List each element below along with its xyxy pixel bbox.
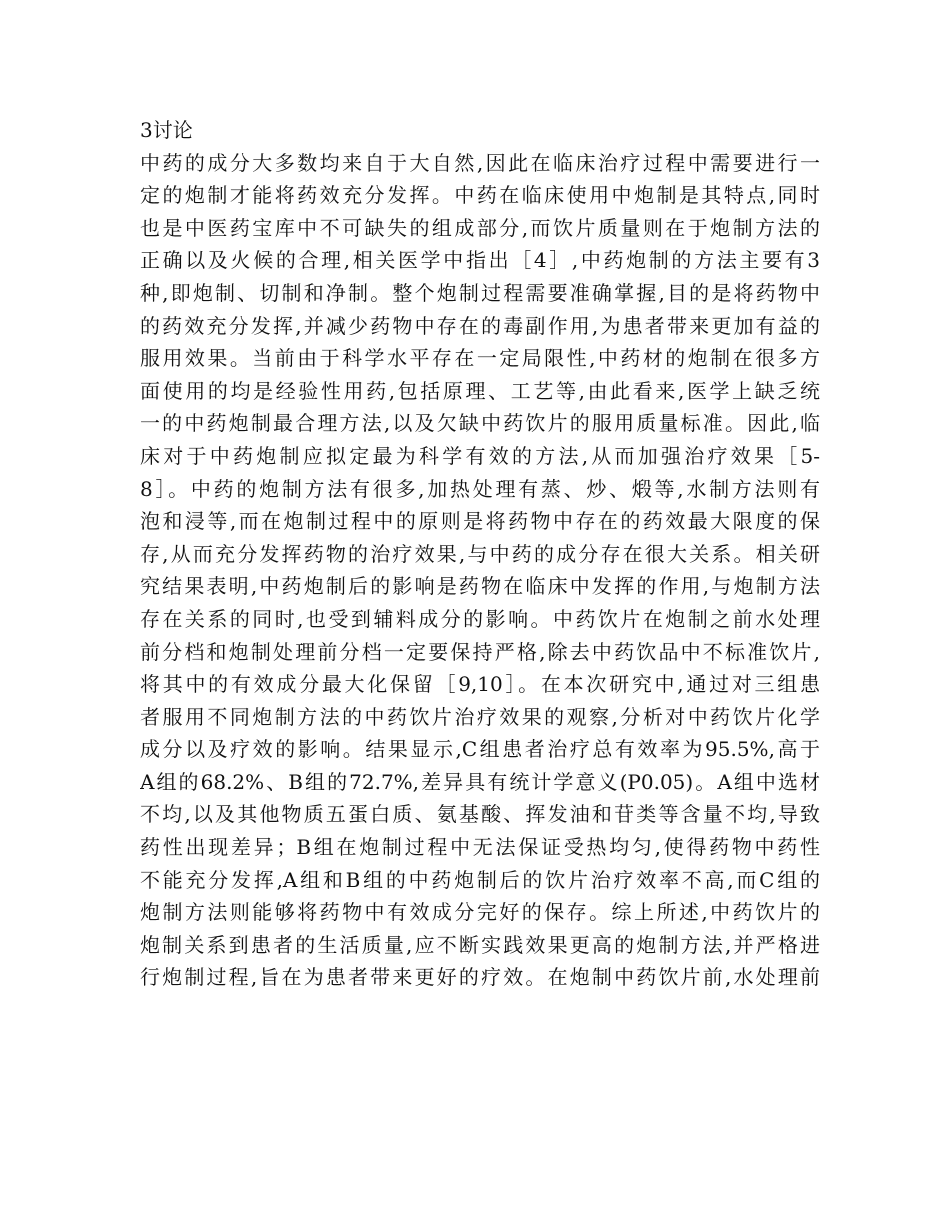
paragraph-line: 定的炮制才能将药效充分发挥。中药在临床使用中炮制是其特点,同时 (140, 183, 820, 208)
body-paragraph (140, 147, 820, 994)
paragraph-line: 泡和浸等,而在炮制过程中的原则是将药物中存在的药效最大限度的保 (140, 509, 820, 534)
paragraph-line: 炮制关系到患者的生活质量,应不断实践效果更高的炮制方法,并严格进 (140, 932, 820, 957)
paragraph-line: 者服用不同炮制方法的中药饮片治疗效果的观察,分析对中药饮片化学 (140, 704, 820, 729)
paragraph-line: 种,即炮制、切制和净制。整个炮制过程需要准确掌握,目的是将药物中 (140, 280, 820, 305)
paragraph-line: 面使用的均是经验性用药,包括原理、工艺等,由此看来,医学上缺乏统 (140, 378, 820, 403)
paragraph-line: 将其中的有效成分最大化保留［9,10］。在本次研究中,通过对三组患 (140, 672, 820, 697)
paragraph-line: 床对于中药炮制应拟定最为科学有效的方法,从而加强治疗效果［5- (140, 443, 820, 468)
paragraph-line: 成分以及疗效的影响。结果显示,C组患者治疗总有效率为95.5%,高于 (140, 737, 820, 762)
paragraph-line: 正确以及火候的合理,相关医学中指出［4］,中药炮制的方法主要有3 (140, 248, 820, 273)
paragraph-line: 一的中药炮制最合理方法,以及欠缺中药饮片的服用质量标准。因此,临 (140, 411, 820, 436)
paragraph-line: 炮制方法则能够将药物中有效成分完好的保存。综上所述,中药饮片的 (140, 900, 820, 925)
paragraph-line: 前分档和炮制处理前分档一定要保持严格,除去中药饮品中不标准饮片, (140, 639, 820, 664)
paragraph-line: 存,从而充分发挥药物的治疗效果,与中药的成分存在很大关系。相关研 (140, 541, 820, 566)
paragraph-line: 也是中医药宝库中不可缺失的组成部分,而饮片质量则在于炮制方法的 (140, 215, 820, 240)
discussion-section (140, 114, 820, 994)
paragraph-line: 行炮制过程,旨在为患者带来更好的疗效。在炮制中药饮片前,水处理前 (140, 965, 820, 990)
section-heading: 3讨论 (140, 118, 193, 142)
paragraph-line: 的药效充分发挥,并减少药物中存在的毒副作用,为患者带来更加有益的 (140, 313, 820, 338)
paragraph-line: 究结果表明,中药炮制后的影响是药物在临床中发挥的作用,与炮制方法 (140, 574, 820, 599)
paragraph-line: 服用效果。当前由于科学水平存在一定局限性,中药材的炮制在很多方 (140, 346, 820, 371)
paragraph-line: 存在关系的同时,也受到辅料成分的影响。中药饮片在炮制之前水处理 (140, 606, 820, 631)
paragraph-line: 不均,以及其他物质五蛋白质、氨基酸、挥发油和苷类等含量不均,导致 (140, 802, 820, 827)
paragraph-line: A组的68.2%、B组的72.7%,差异具有统计学意义(P0.05)。A组中选材 (140, 769, 820, 794)
paragraph-line: 中药的成分大多数均来自于大自然,因此在临床治疗过程中需要进行一 (140, 150, 820, 175)
paragraph-line: 8］。中药的炮制方法有很多,加热处理有蒸、炒、煅等,水制方法则有 (140, 476, 820, 501)
paragraph-line: 不能充分发挥,A组和B组的中药炮制后的饮片治疗效率不高,而C组的 (140, 867, 820, 892)
paragraph-line: 药性出现差异；B组在炮制过程中无法保证受热均匀,使得药物中药性 (140, 835, 820, 860)
